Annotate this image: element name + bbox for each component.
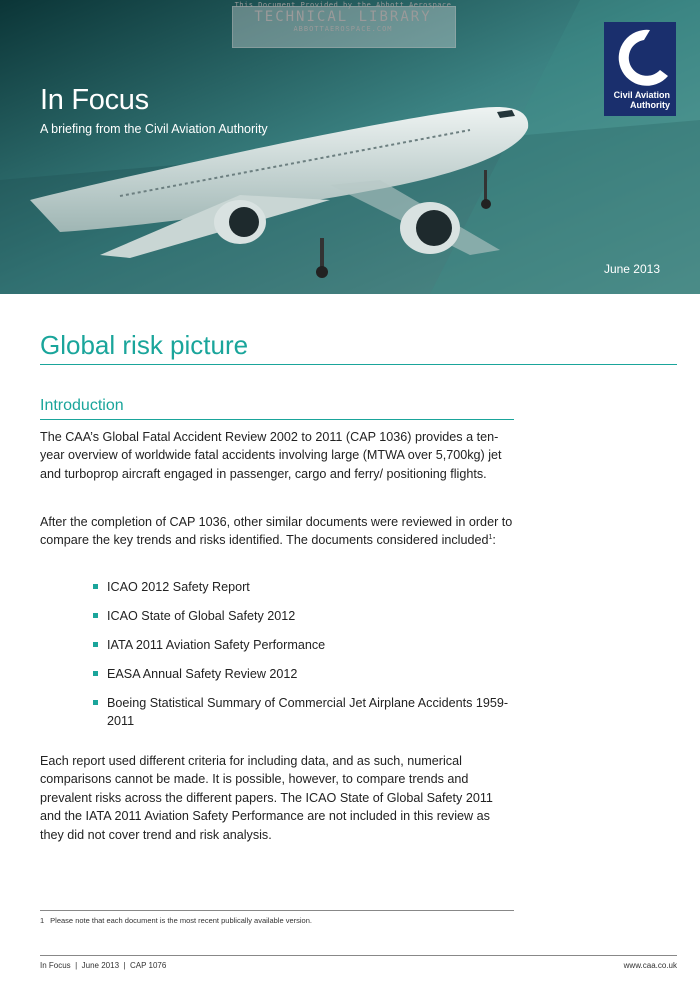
bullet-icon [93, 642, 98, 647]
footer-info: In Focus | June 2013 | CAP 1076 [40, 961, 167, 970]
intro-paragraph-3: Each report used different criteria for including data, and as such, numerical comparisons cannot be made. It is possible, however, to compare trends and prevalent risks across the different papers. The ICAO State of Global Safety 2011 and the IATA 2011 Aviation Safety Performance are not included in this review as they did not cover trend and risk analysis. [40, 754, 493, 842]
footnote-ref[interactable]: 1 [488, 534, 493, 542]
section-heading-introduction: Introduction [40, 397, 124, 414]
bullet-icon [93, 613, 98, 618]
page-title: Global risk picture [40, 330, 249, 360]
divider [40, 419, 514, 420]
list-item: Boeing Statistical Summary of Commercial Jet Airplane Accidents 1959-2011 [91, 694, 511, 731]
caa-logo [604, 22, 676, 116]
footer-website-link[interactable]: www.caa.co.uk [623, 961, 677, 970]
watermark-line2: TECHNICAL LIBRARY [254, 9, 432, 25]
publication-subtitle: A briefing from the Civil Aviation Authority [40, 122, 268, 136]
watermark [232, 0, 454, 46]
footnote-text: Please note that each document is the most recent publically available version. [50, 916, 312, 925]
footnote-number: 1 [40, 916, 45, 925]
list-item: EASA Annual Safety Review 2012 [91, 665, 511, 683]
bullet-icon [93, 671, 98, 676]
watermark-line3: ABBOTTAEROSPACE.COM [293, 25, 393, 33]
intro-paragraph-1: The CAA’s Global Fatal Accident Review 2002 to 2011 (CAP 1036) provides a ten-year overview of worldwide fatal accidents involving large (MTWA over 5,700kg) jet and turboprop aircraft engaged in passenger, cargo and ferry/ positioning flights. [40, 430, 502, 481]
list-item: ICAO State of Global Safety 2012 [91, 607, 511, 625]
footer-divider [40, 955, 677, 956]
list-item: IATA 2011 Aviation Safety Performance [91, 636, 511, 654]
caa-logo-text: Civil Aviation Authority [613, 90, 670, 110]
list-item: ICAO 2012 Safety Report [91, 578, 511, 596]
bullet-icon [93, 584, 98, 589]
documents-list [91, 578, 511, 741]
footnote-divider [40, 910, 514, 911]
bullet-icon [93, 700, 98, 705]
publication-title: In Focus [40, 84, 149, 116]
intro-paragraph-2: After the completion of CAP 1036, other similar documents were reviewed in order to compare the key trends and risks identified. The documents considered included$^1$: [40, 515, 513, 548]
watermark-line1: This Document Provided by the Abbott Aerospace [234, 1, 452, 9]
divider [40, 364, 677, 365]
publication-date: June 2013 [603, 262, 660, 276]
footnote [40, 916, 312, 925]
